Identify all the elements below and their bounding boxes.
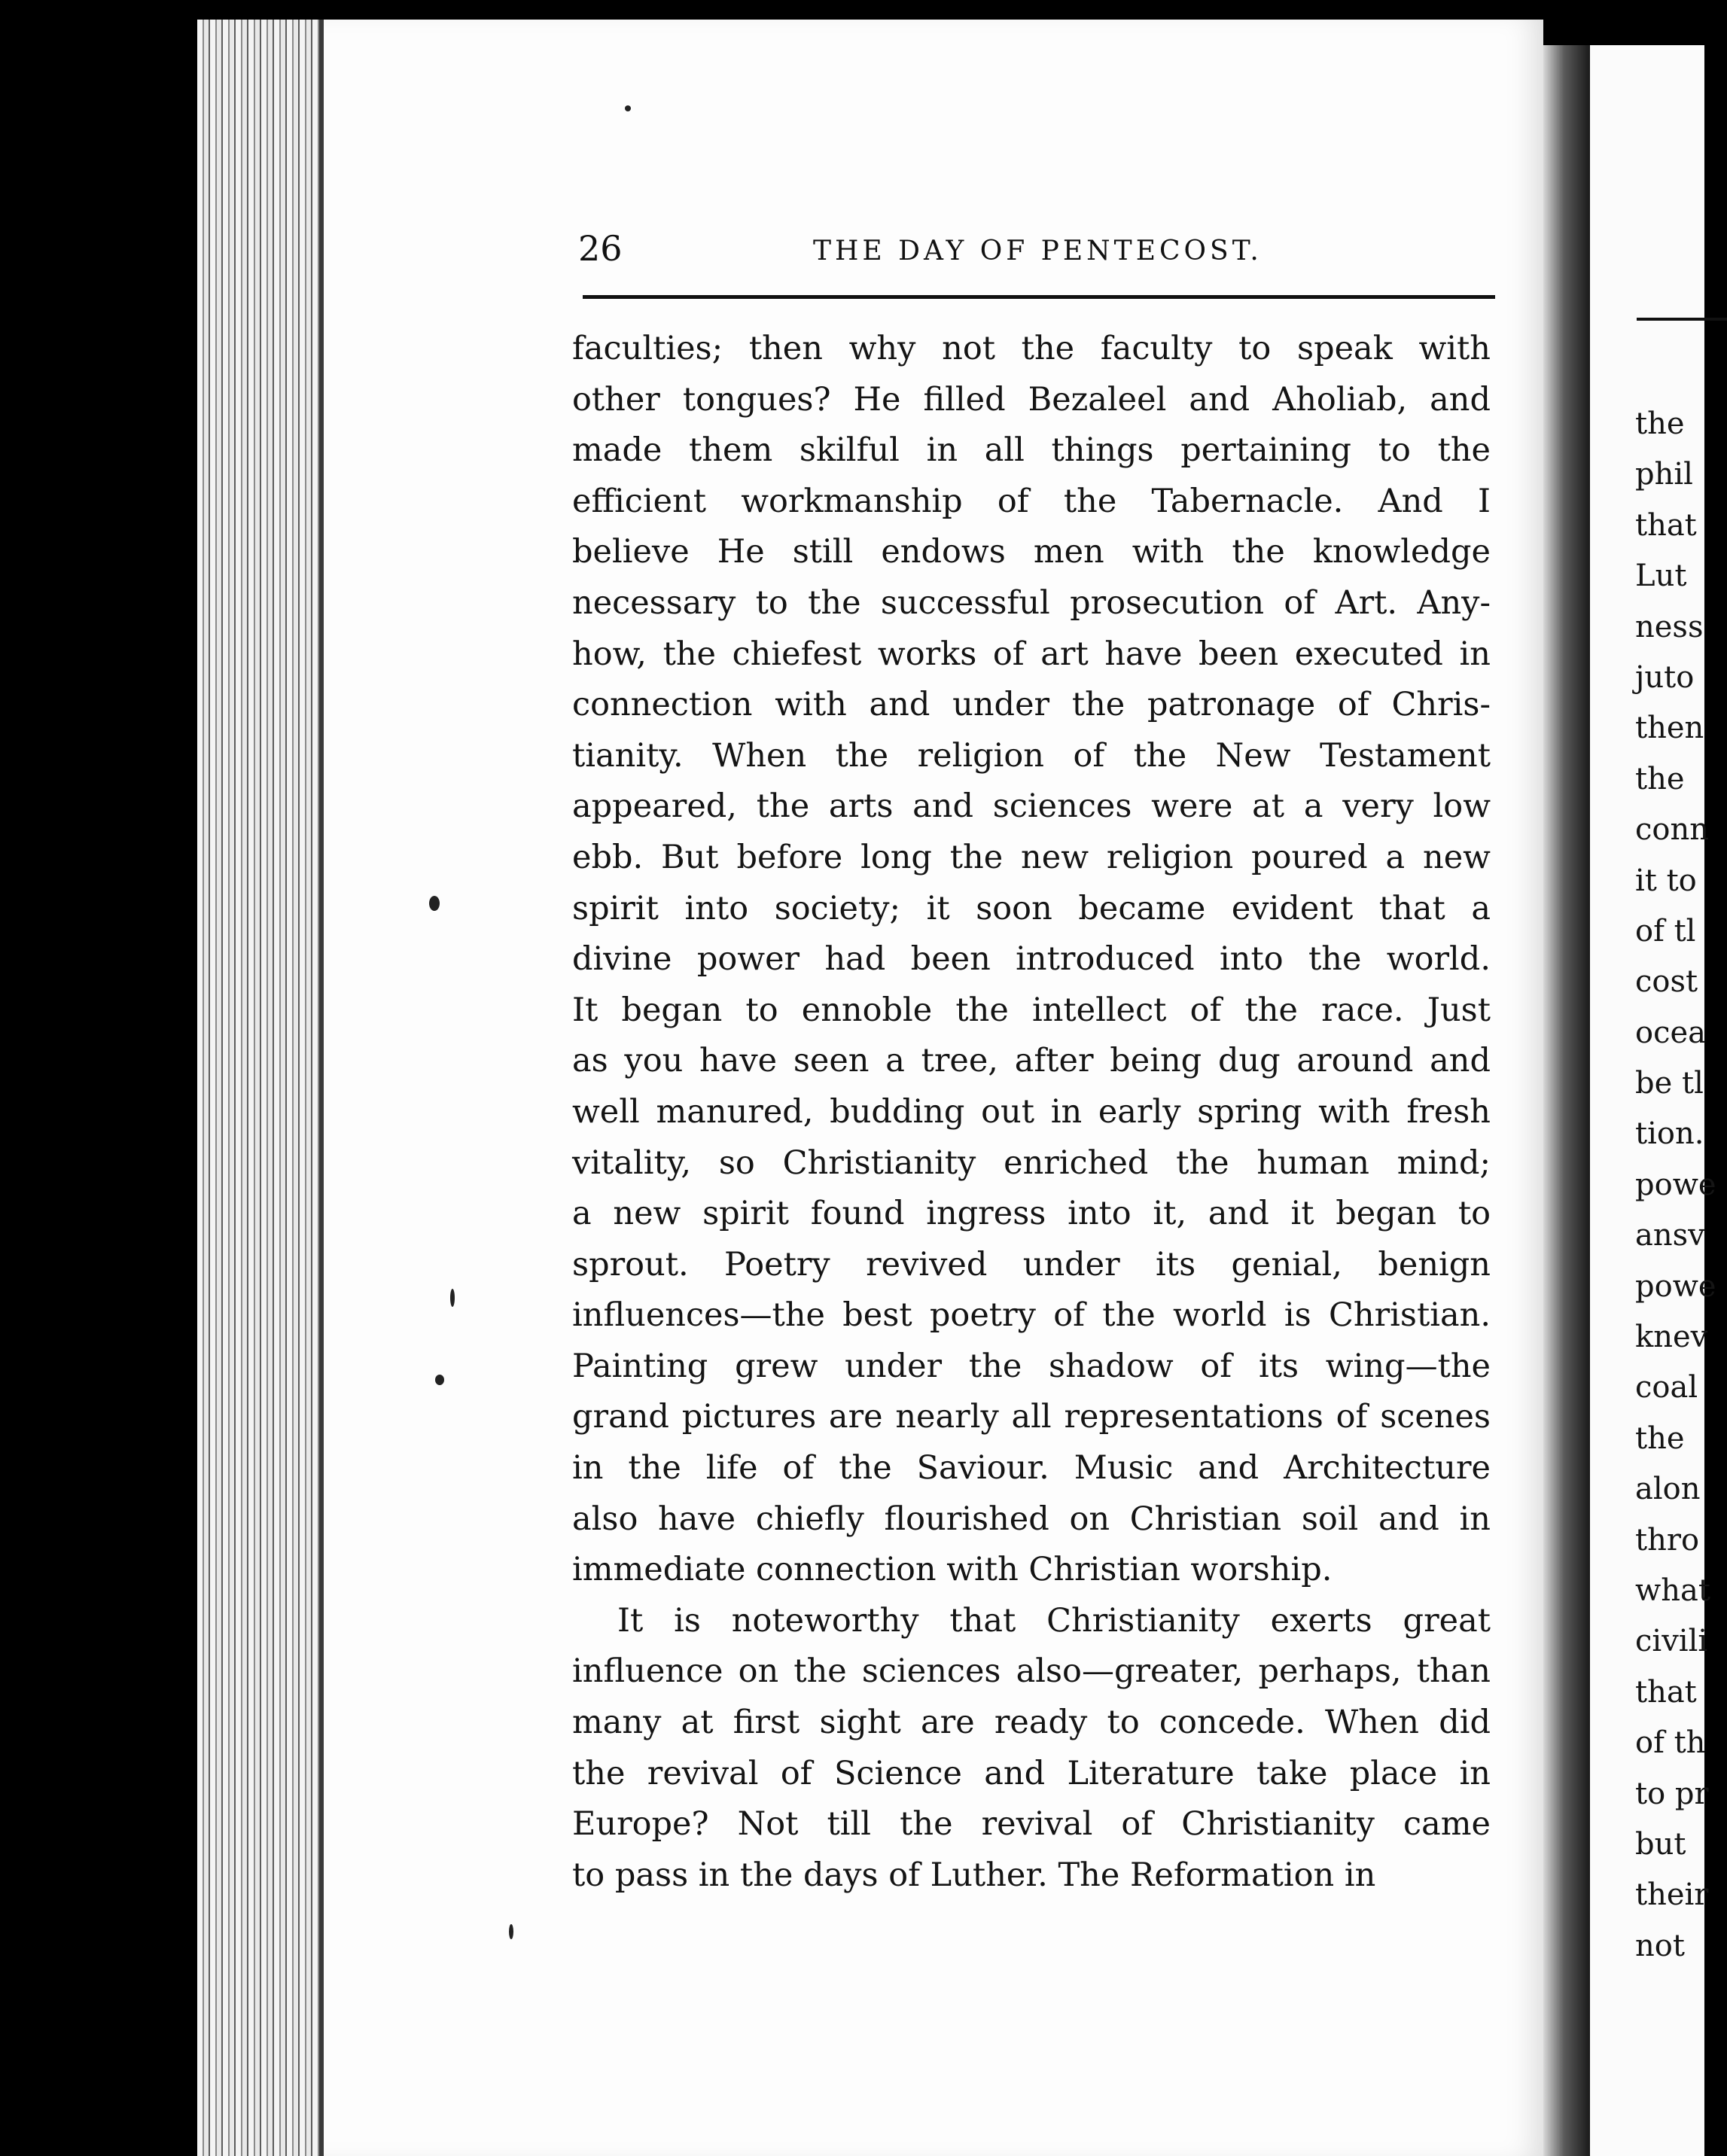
text-line: many at first sight are ready to concede. When did xyxy=(572,1704,1491,1742)
facing-line: ocea xyxy=(1635,1015,1707,1050)
text-line: vitality, so Christianity enriched the human mind; xyxy=(572,1143,1491,1182)
scan-speck xyxy=(450,1289,455,1307)
scan-speck xyxy=(509,1924,513,1939)
text-line: efficient workmanship of the Tabernacle. And I xyxy=(572,482,1491,520)
facing-line: the xyxy=(1635,761,1685,796)
text-line: other tongues? He filled Bezaleel and Aholiab, and xyxy=(572,380,1491,419)
running-head xyxy=(578,226,1497,271)
text-line: influence on the sciences also—greater, perhaps, than xyxy=(572,1652,1491,1691)
facing-page-lines xyxy=(1635,399,1716,1972)
text-line: grand pictures are nearly all representations of scenes xyxy=(572,1398,1491,1436)
text-line: a new spirit found ingress into it, and it began to xyxy=(572,1195,1491,1233)
text-line: Painting grew under the shadow of its wing—the xyxy=(572,1347,1491,1385)
paragraph-2 xyxy=(572,1596,1491,1902)
text-line: faculties; then why not the faculty to speak with xyxy=(572,330,1491,367)
facing-line: powe xyxy=(1635,1268,1716,1304)
facing-line: Lut xyxy=(1635,559,1687,594)
facing-line: that xyxy=(1635,1674,1697,1710)
facing-line: thro xyxy=(1635,1522,1700,1558)
text-line: made them skilful in all things pertaining to the xyxy=(572,431,1491,470)
facing-line: ness xyxy=(1635,609,1704,644)
facing-line: alon xyxy=(1635,1472,1701,1507)
facing-line: what xyxy=(1635,1573,1710,1608)
text-line: ebb. But before long the new religion poured a new xyxy=(572,838,1491,876)
facing-line: then xyxy=(1635,711,1704,746)
facing-head-rule xyxy=(1637,318,1727,321)
facing-page xyxy=(1590,45,1716,2156)
book-gutter xyxy=(1543,45,1590,2156)
facing-line: it to xyxy=(1635,863,1697,898)
text-line: in the life of the Saviour. Music and Architecture xyxy=(572,1449,1491,1488)
facing-line: tion. xyxy=(1635,1116,1704,1152)
scan-speck xyxy=(435,1375,444,1385)
facing-line: ansv xyxy=(1635,1218,1705,1253)
text-line: spirit into society; it soon became evident that a xyxy=(572,889,1491,927)
running-title: THE DAY OF PENTECOST. xyxy=(813,236,1263,266)
page-number: 26 xyxy=(578,228,623,269)
body-text xyxy=(572,324,1491,1901)
facing-line: of tl xyxy=(1635,913,1696,949)
facing-line: coal xyxy=(1635,1370,1698,1405)
head-rule xyxy=(583,295,1495,299)
facing-line: cost xyxy=(1635,964,1698,1000)
text-line: influences—the best poetry of the world is Christian. xyxy=(572,1296,1491,1335)
text-line: the revival of Science and Literature take place in xyxy=(572,1754,1491,1792)
text-line: as you have seen a tree, after being dug around and xyxy=(572,1042,1491,1080)
text-line: well manured, budding out in early spring with fresh xyxy=(572,1092,1491,1131)
facing-line: their xyxy=(1635,1877,1709,1913)
text-line: It is noteworthy that Christianity exerts great xyxy=(617,1601,1491,1640)
text-line: believe He still endows men with the knowledge xyxy=(572,533,1491,571)
scan-speck xyxy=(625,105,631,111)
facing-line: to pr xyxy=(1635,1776,1709,1811)
text-line: Europe? Not till the revival of Christianity came xyxy=(572,1805,1491,1844)
text-line: sprout. Poetry revived under its genial, benign xyxy=(572,1245,1491,1284)
facing-line: that xyxy=(1635,507,1697,543)
scan-speck xyxy=(429,896,440,911)
text-line: divine power had been introduced into the world. xyxy=(572,940,1491,979)
facing-line: of th xyxy=(1635,1725,1706,1761)
facing-line: knev xyxy=(1635,1320,1708,1355)
facing-line: civili xyxy=(1635,1624,1708,1659)
facing-line: the xyxy=(1635,407,1685,441)
text-line: It began to ennoble the intellect of the race. Just xyxy=(572,991,1491,1029)
facing-line: but xyxy=(1635,1826,1686,1862)
facing-line: powe xyxy=(1635,1167,1716,1202)
facing-line: phil xyxy=(1635,457,1693,492)
page-edges xyxy=(197,20,324,2156)
text-line: connection with and under the patronage of Chris- xyxy=(572,686,1491,724)
text-line: immediate connection with Christian worship. xyxy=(572,1551,1333,1589)
text-line: appeared, the arts and sciences were at a very low xyxy=(572,787,1491,826)
text-line: tianity. When the religion of the New Testament xyxy=(572,736,1491,775)
paragraph-1 xyxy=(572,324,1491,1596)
text-line: necessary to the successful prosecution of Art. Any- xyxy=(572,583,1491,622)
facing-line: conn xyxy=(1635,812,1710,848)
facing-line: not xyxy=(1635,1928,1685,1963)
text-line: how, the chiefest works of art have been executed in xyxy=(572,635,1491,673)
facing-line: juto xyxy=(1635,659,1695,695)
facing-line: be tl xyxy=(1635,1066,1704,1101)
text-line: also have chiefly flourished on Christian soil and in xyxy=(572,1500,1491,1538)
text-line: to pass in the days of Luther. The Reformation in xyxy=(572,1856,1376,1894)
facing-line: the xyxy=(1635,1421,1685,1456)
